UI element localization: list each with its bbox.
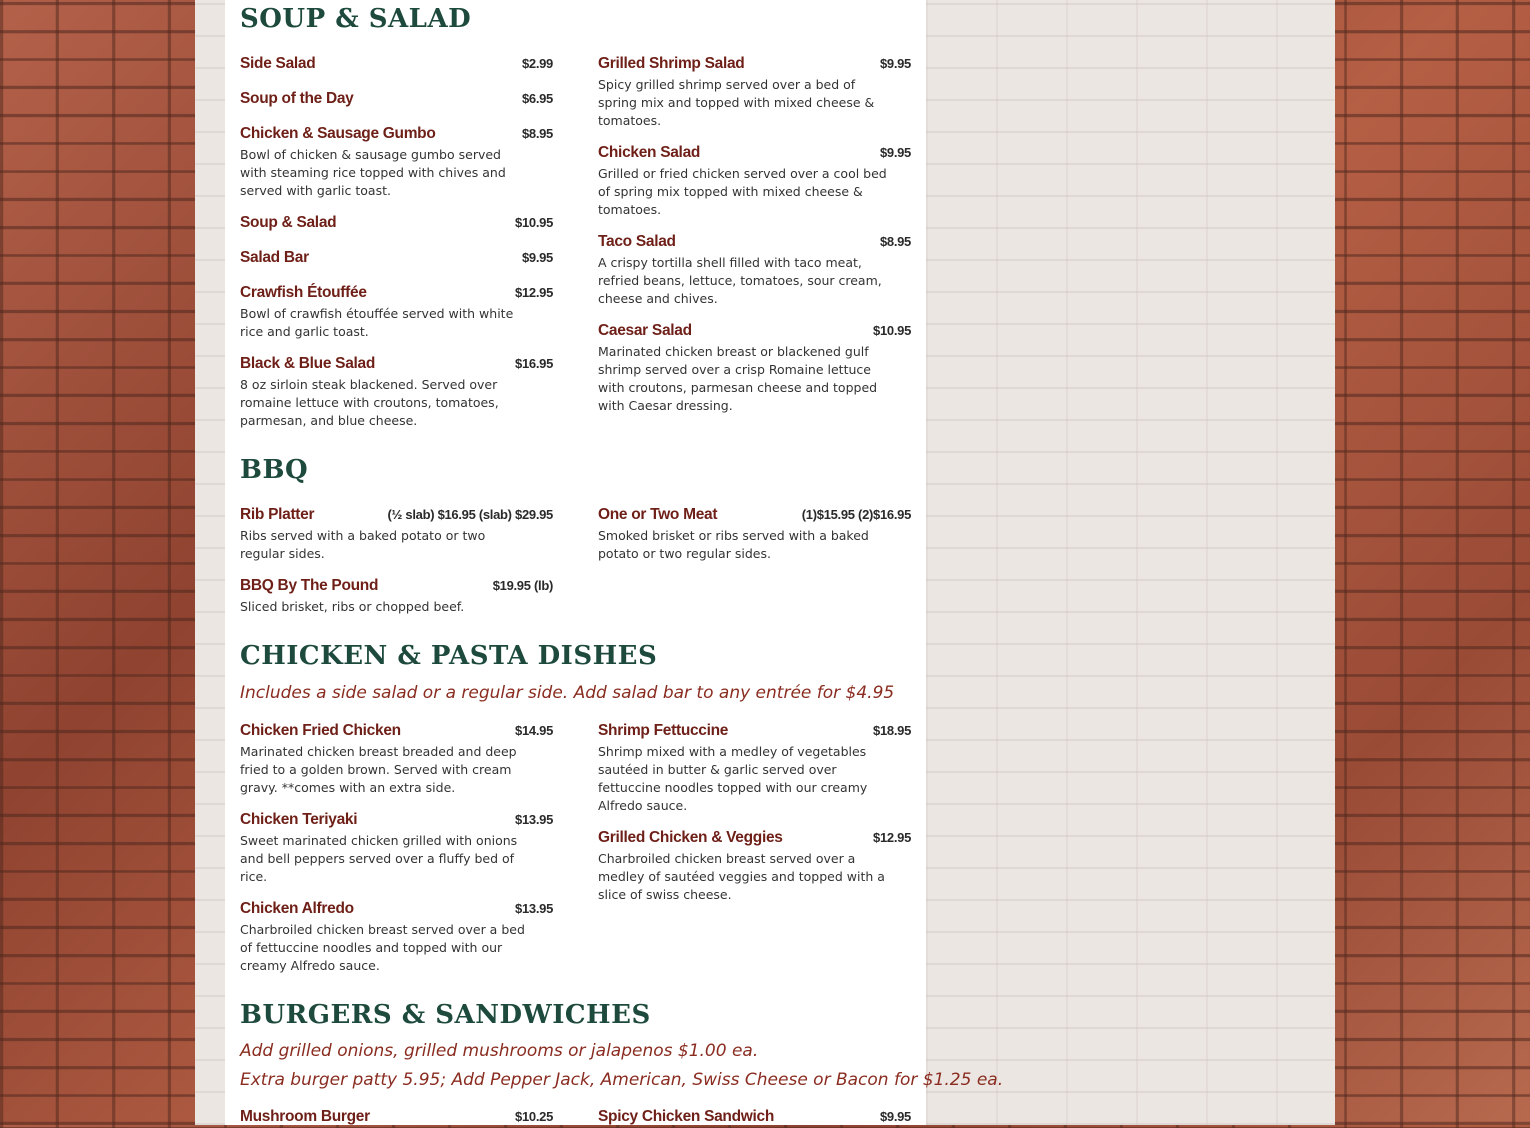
item-price: $9.95 [879, 1109, 911, 1124]
item-description: Grilled or fried chicken served over a cool bed of spring mix topped with mixed cheese & tomatoes. [598, 166, 887, 217]
item-price: $10.95 [515, 215, 553, 230]
item-price: (½ slab) $16.95 (slab) $29.95 [387, 507, 553, 522]
item-price: $18.95 [873, 723, 911, 738]
section-title-burgers: BURGERS & SANDWICHES [240, 1000, 651, 1030]
item-price: (1)$15.95 (2)$16.95 [801, 507, 911, 522]
menu-item-shrimp-fettuccine [598, 722, 911, 815]
menu-item-crawfish-etouffee [240, 284, 553, 341]
menu-item-caesar-salad [598, 322, 911, 415]
item-description: Marinated chicken breast or blackened gulf shrimp served over a crisp Romaine lettuce with croutons, parmesan cheese and topped with Caesar dressing. [598, 344, 878, 413]
section-note-chicken-pasta: Includes a side salad or a regular side. Add salad bar to any entrée for $4.95 [240, 683, 895, 703]
item-name: Chicken Fried Chicken [240, 722, 401, 739]
section-title-bbq: BBQ [240, 455, 309, 485]
item-price: $19.95 (lb) [492, 578, 553, 593]
item-description: Bowl of crawfish étouffée served with white rice and garlic toast. [240, 306, 514, 339]
item-name: Black & Blue Salad [240, 355, 376, 372]
item-price: $2.99 [521, 56, 553, 71]
menu-item-spicy-chicken-sandwich [598, 1108, 911, 1128]
item-price: $8.95 [879, 234, 911, 249]
item-name: Soup & Salad [240, 214, 337, 231]
item-name: Taco Salad [598, 233, 676, 250]
item-price: $13.95 [515, 901, 553, 916]
section-title-soup-salad: SOUP & SALAD [240, 4, 472, 34]
menu-panel [225, 0, 1004, 1125]
item-name: Chicken Teriyaki [240, 811, 358, 828]
menu-item-bbq-by-the-pound [240, 577, 553, 616]
item-price: $14.95 [515, 723, 553, 738]
item-name: Rib Platter [240, 506, 315, 523]
menu-item-grilled-chicken-veggies [598, 829, 911, 904]
item-name: BBQ By The Pound [240, 577, 379, 594]
item-name: Shrimp Fettuccine [598, 722, 729, 739]
item-price: $9.95 [879, 145, 911, 160]
menu-item-one-or-two-meat [598, 506, 911, 563]
item-description: Bowl of chicken & sausage gumbo served with steaming rice topped with chives and served with garlic toast. [240, 147, 506, 198]
item-name: Chicken Salad [598, 144, 701, 161]
item-description: 8 oz sirloin steak blackened. Served over romaine lettuce with croutons, tomatoes, parmesan, and blue cheese. [240, 377, 499, 428]
menu-item-salad-bar [240, 249, 553, 269]
menu-item-chicken-alfredo [240, 900, 553, 975]
item-name: Chicken Alfredo [240, 900, 354, 917]
item-name: Salad Bar [240, 249, 309, 266]
menu-item-soup-of-the-day [240, 90, 553, 110]
menu-item-chicken-sausage-gumbo [240, 125, 553, 200]
item-price: $12.95 [873, 830, 911, 845]
item-description: Shrimp mixed with a medley of vegetables sautéed in butter & garlic served over fettuccine noodles topped with our creamy Alfredo sauce. [598, 744, 868, 813]
item-name: Chicken & Sausage Gumbo [240, 125, 436, 142]
wall-light-right [926, 0, 1335, 1125]
item-price: $16.95 [515, 356, 553, 371]
menu-item-chicken-salad [598, 144, 911, 219]
menu-item-soup-and-salad [240, 214, 553, 234]
menu-item-grilled-shrimp-salad [598, 55, 911, 130]
item-description: Charbroiled chicken breast served over a bed of fettuccine noodles and topped with our creamy Alfredo sauce. [240, 922, 525, 973]
item-description: Smoked brisket or ribs served with a baked potato or two regular sides. [598, 528, 869, 561]
item-description: Spicy grilled shrimp served over a bed of spring mix and topped with mixed cheese & tomatoes. [598, 77, 875, 128]
item-price: $10.95 [873, 323, 911, 338]
item-description: Sweet marinated chicken grilled with onions and bell peppers served over a fluffy bed of rice. [240, 833, 518, 884]
item-price: $6.95 [521, 91, 553, 106]
item-price: $9.95 [879, 56, 911, 71]
menu-item-rib-platter [240, 506, 553, 563]
wall-light-strip-left [195, 0, 225, 1125]
item-price: $8.95 [521, 126, 553, 141]
menu-item-side-salad [240, 55, 553, 75]
section-title-chicken-pasta: CHICKEN & PASTA DISHES [240, 641, 658, 671]
item-description: Marinated chicken breast breaded and deep fried to a golden brown. Served with cream gravy. **comes with an extra side. [240, 744, 517, 795]
item-price: $9.95 [521, 250, 553, 265]
item-name: Mushroom Burger [240, 1108, 370, 1125]
item-price: $12.95 [515, 285, 553, 300]
item-name: One or Two Meat [598, 506, 718, 523]
item-name: Spicy Chicken Sandwich [598, 1108, 775, 1125]
item-description: Charbroiled chicken breast served over a medley of sautéed veggies and topped with a slice of swiss cheese. [598, 851, 885, 902]
item-description: Ribs served with a baked potato or two regular sides. [240, 528, 486, 561]
menu-item-black-blue-salad [240, 355, 553, 430]
item-description: A crispy tortilla shell filled with taco meat, refried beans, lettuce, tomatoes, sour cream, cheese and chives. [598, 255, 882, 306]
section-note-burgers-1: Add grilled onions, grilled mushrooms or jalapenos $1.00 ea. [240, 1041, 759, 1061]
menu-item-chicken-fried-chicken [240, 722, 553, 797]
item-name: Caesar Salad [598, 322, 692, 339]
item-description: Sliced brisket, ribs or chopped beef. [240, 599, 465, 614]
menu-item-taco-salad [598, 233, 911, 308]
item-name: Grilled Chicken & Veggies [598, 829, 783, 846]
item-price: $10.25 [515, 1109, 553, 1124]
item-name: Crawfish Étouffée [240, 284, 367, 301]
item-name: Soup of the Day [240, 90, 354, 107]
item-price: $13.95 [515, 812, 553, 827]
menu-item-chicken-teriyaki [240, 811, 553, 886]
menu-item-mushroom-burger [240, 1108, 553, 1128]
item-name: Grilled Shrimp Salad [598, 55, 745, 72]
item-name: Side Salad [240, 55, 316, 72]
section-note-burgers-2: Extra burger patty 5.95; Add Pepper Jack, American, Swiss Cheese or Bacon for $1.25 ea. [240, 1070, 1004, 1090]
